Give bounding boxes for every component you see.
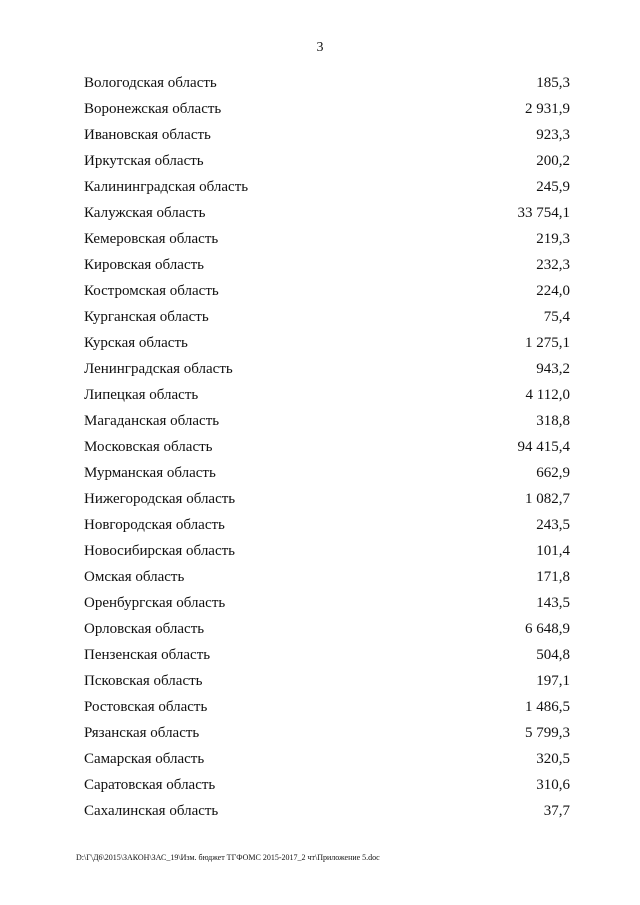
region-name: Кировская область — [84, 256, 205, 273]
table-row — [84, 668, 570, 694]
region-value: 37,7 — [543, 802, 570, 819]
region-name: Самарская область — [84, 750, 205, 767]
table-row — [84, 408, 570, 434]
region-name: Ивановская область — [84, 126, 211, 143]
region-name: Омская область — [84, 568, 185, 585]
region-name: Ленинградская область — [84, 360, 233, 377]
region-name: Кемеровская область — [84, 230, 219, 247]
region-value: 245,9 — [536, 178, 570, 195]
region-name: Иркутская область — [84, 152, 204, 169]
region-name: Орловская область — [84, 620, 205, 637]
region-value: 320,5 — [536, 750, 570, 767]
region-name: Московская область — [84, 438, 213, 455]
region-value: 143,5 — [536, 594, 570, 611]
table-row — [84, 772, 570, 798]
table-row — [84, 798, 570, 824]
region-value: 943,2 — [536, 360, 570, 377]
region-value: 310,6 — [536, 776, 570, 793]
table-row — [84, 252, 570, 278]
region-name: Магаданская область — [84, 412, 220, 429]
table-row — [84, 512, 570, 538]
table-row — [84, 174, 570, 200]
region-name: Оренбургская область — [84, 594, 226, 611]
region-name: Псковская область — [84, 672, 203, 689]
table-row — [84, 278, 570, 304]
region-value: 243,5 — [536, 516, 570, 533]
table-row — [84, 200, 570, 226]
region-value: 171,8 — [536, 568, 570, 585]
region-name: Курская область — [84, 334, 188, 351]
region-name: Калужская область — [84, 204, 206, 221]
table-row — [84, 434, 570, 460]
region-value: 1 486,5 — [525, 698, 570, 715]
region-name: Ростовская область — [84, 698, 208, 715]
region-value: 5 799,3 — [525, 724, 570, 741]
table-row — [84, 590, 570, 616]
region-value: 94 415,4 — [517, 438, 570, 455]
region-value: 232,3 — [536, 256, 570, 273]
footer-file-path: D:\Г\Д6\2015\ЗАКОН\ЗАС_19\Изм. бюджет ТГФОМС 2015-2017_2 чт\Приложение 5.doc — [76, 853, 380, 862]
region-value: 1 082,7 — [525, 490, 570, 507]
table-row — [84, 486, 570, 512]
table-row — [84, 538, 570, 564]
region-value: 101,4 — [536, 542, 570, 559]
table-row — [84, 382, 570, 408]
region-value: 185,3 — [536, 74, 570, 91]
table-row — [84, 616, 570, 642]
region-value: 2 931,9 — [525, 100, 570, 117]
table-row — [84, 694, 570, 720]
table-row — [84, 96, 570, 122]
region-name: Вологодская область — [84, 74, 217, 91]
region-name: Рязанская область — [84, 724, 200, 741]
table-row — [84, 226, 570, 252]
region-name: Липецкая область — [84, 386, 199, 403]
region-value: 219,3 — [536, 230, 570, 247]
table-row — [84, 564, 570, 590]
region-name: Новгородская область — [84, 516, 225, 533]
region-value: 923,3 — [536, 126, 570, 143]
region-value: 33 754,1 — [517, 204, 570, 221]
table-row — [84, 720, 570, 746]
region-value: 197,1 — [536, 672, 570, 689]
region-name: Нижегородская область — [84, 490, 236, 507]
table-row — [84, 356, 570, 382]
table-row — [84, 460, 570, 486]
region-name: Мурманская область — [84, 464, 216, 481]
region-value: 4 112,0 — [525, 386, 570, 403]
table-row — [84, 642, 570, 668]
page-number: 3 — [316, 40, 324, 55]
region-value: 504,8 — [536, 646, 570, 663]
region-value: 200,2 — [536, 152, 570, 169]
region-name: Курганская область — [84, 308, 209, 325]
region-table — [84, 70, 570, 824]
region-value: 75,4 — [543, 308, 570, 325]
region-value: 318,8 — [536, 412, 570, 429]
region-value: 1 275,1 — [525, 334, 570, 351]
region-name: Саратовская область — [84, 776, 216, 793]
table-row — [84, 330, 570, 356]
region-name: Воронежская область — [84, 100, 222, 117]
region-name: Калининградская область — [84, 178, 249, 195]
region-name: Пензенская область — [84, 646, 211, 663]
region-name: Сахалинская область — [84, 802, 219, 819]
region-value: 6 648,9 — [525, 620, 570, 637]
table-row — [84, 70, 570, 96]
table-row — [84, 148, 570, 174]
region-name: Костромская область — [84, 282, 219, 299]
region-name: Новосибирская область — [84, 542, 236, 559]
region-value: 224,0 — [536, 282, 570, 299]
table-row — [84, 746, 570, 772]
table-row — [84, 122, 570, 148]
table-row — [84, 304, 570, 330]
region-value: 662,9 — [536, 464, 570, 481]
